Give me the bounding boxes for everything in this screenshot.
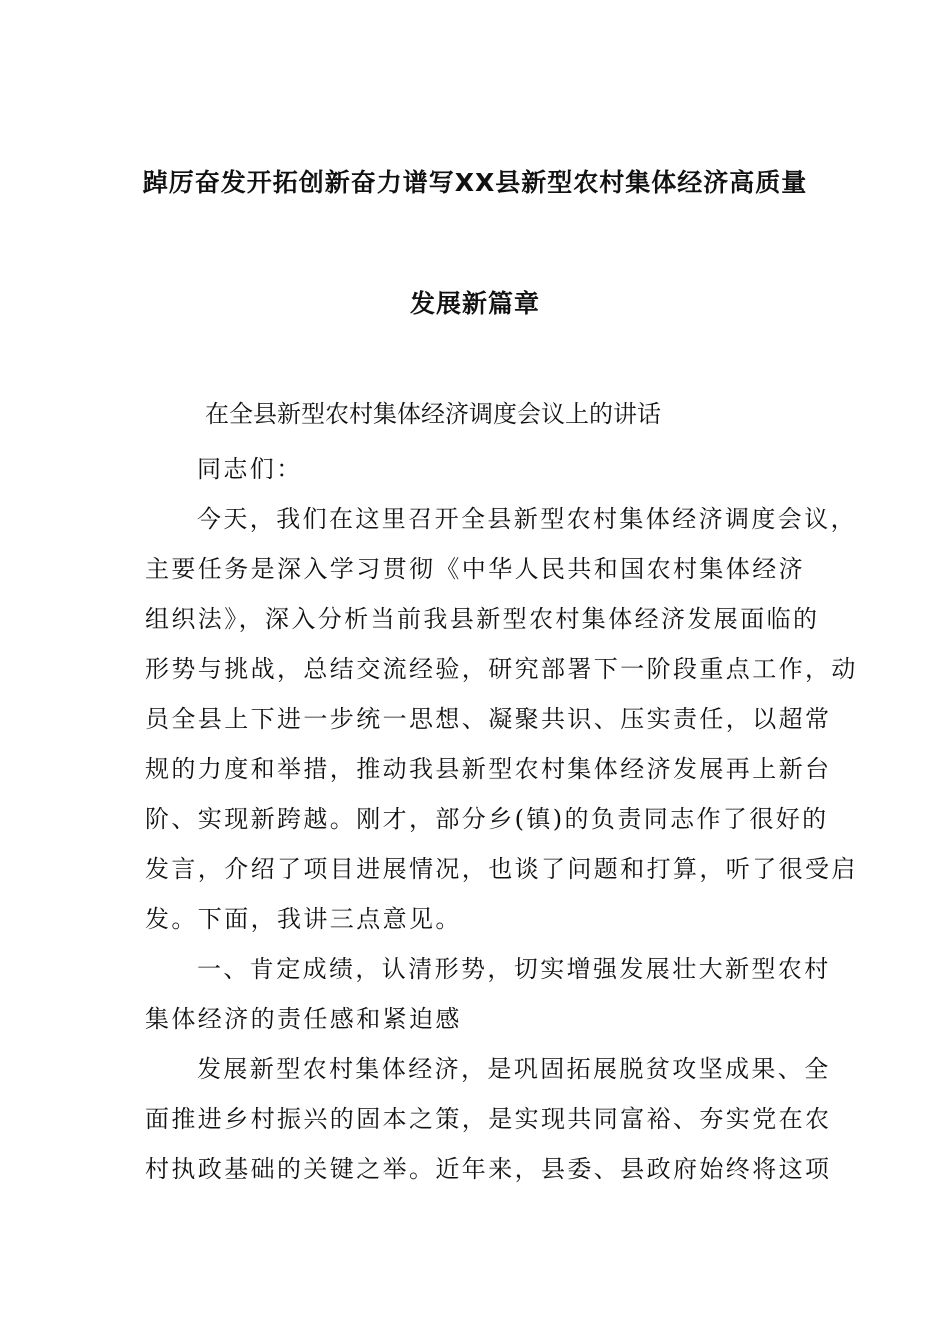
document-title-line-1: 踔厉奋发开拓创新奋力谱写XX县新型农村集体经济高质量 [142,168,808,197]
body-line: 发展新型农村集体经济，是巩固拓展脱贫攻坚成果、全 [197,1055,831,1083]
section-heading-line: 一、肯定成绩，认清形势，切实增强发展壮大新型农村 [197,955,831,983]
body-line: 阶、实现新跨越。刚才，部分乡(镇)的负责同志作了很好的 [145,805,829,833]
body-line: 面推进乡村振兴的固本之策，是实现共同富裕、夯实党在农 [145,1105,832,1133]
body-line: 组织法》，深入分析当前我县新型农村集体经济发展面临的 [145,605,820,633]
salutation-text: 同志们： [197,455,303,483]
speech-subtitle: 在全县新型农村集体经济调度会议上的讲话 [205,400,661,428]
body-line: 今天，我们在这里召开全县新型农村集体经济调度会议， [197,505,857,533]
document-title-line-2: 发展新篇章 [409,289,540,318]
body-line: 形势与挑战，总结交流经验，研究部署下一阶段重点工作，动 [145,655,858,683]
body-paragraphs [145,494,858,1194]
salutation [145,444,805,494]
body-line: 发言，介绍了项目进展情况，也谈了问题和打算，听了很受启 [145,855,858,883]
section-heading-line: 集体经济的责任感和紧迫感 [145,1005,462,1033]
body-line: 员全县上下进一步统一思想、凝聚共识、压实责任，以超常 [145,705,832,733]
body-line: 村执政基础的关键之举。近年来，县委、县政府始终将这项 [145,1155,832,1183]
body-line: 主要任务是深入学习贯彻《中华人民共和国农村集体经济 [145,555,805,583]
body-line: 发。下面，我讲三点意见。 [145,905,462,933]
body-line: 规的力度和举措，推动我县新型农村集体经济发展再上新台 [145,755,832,783]
